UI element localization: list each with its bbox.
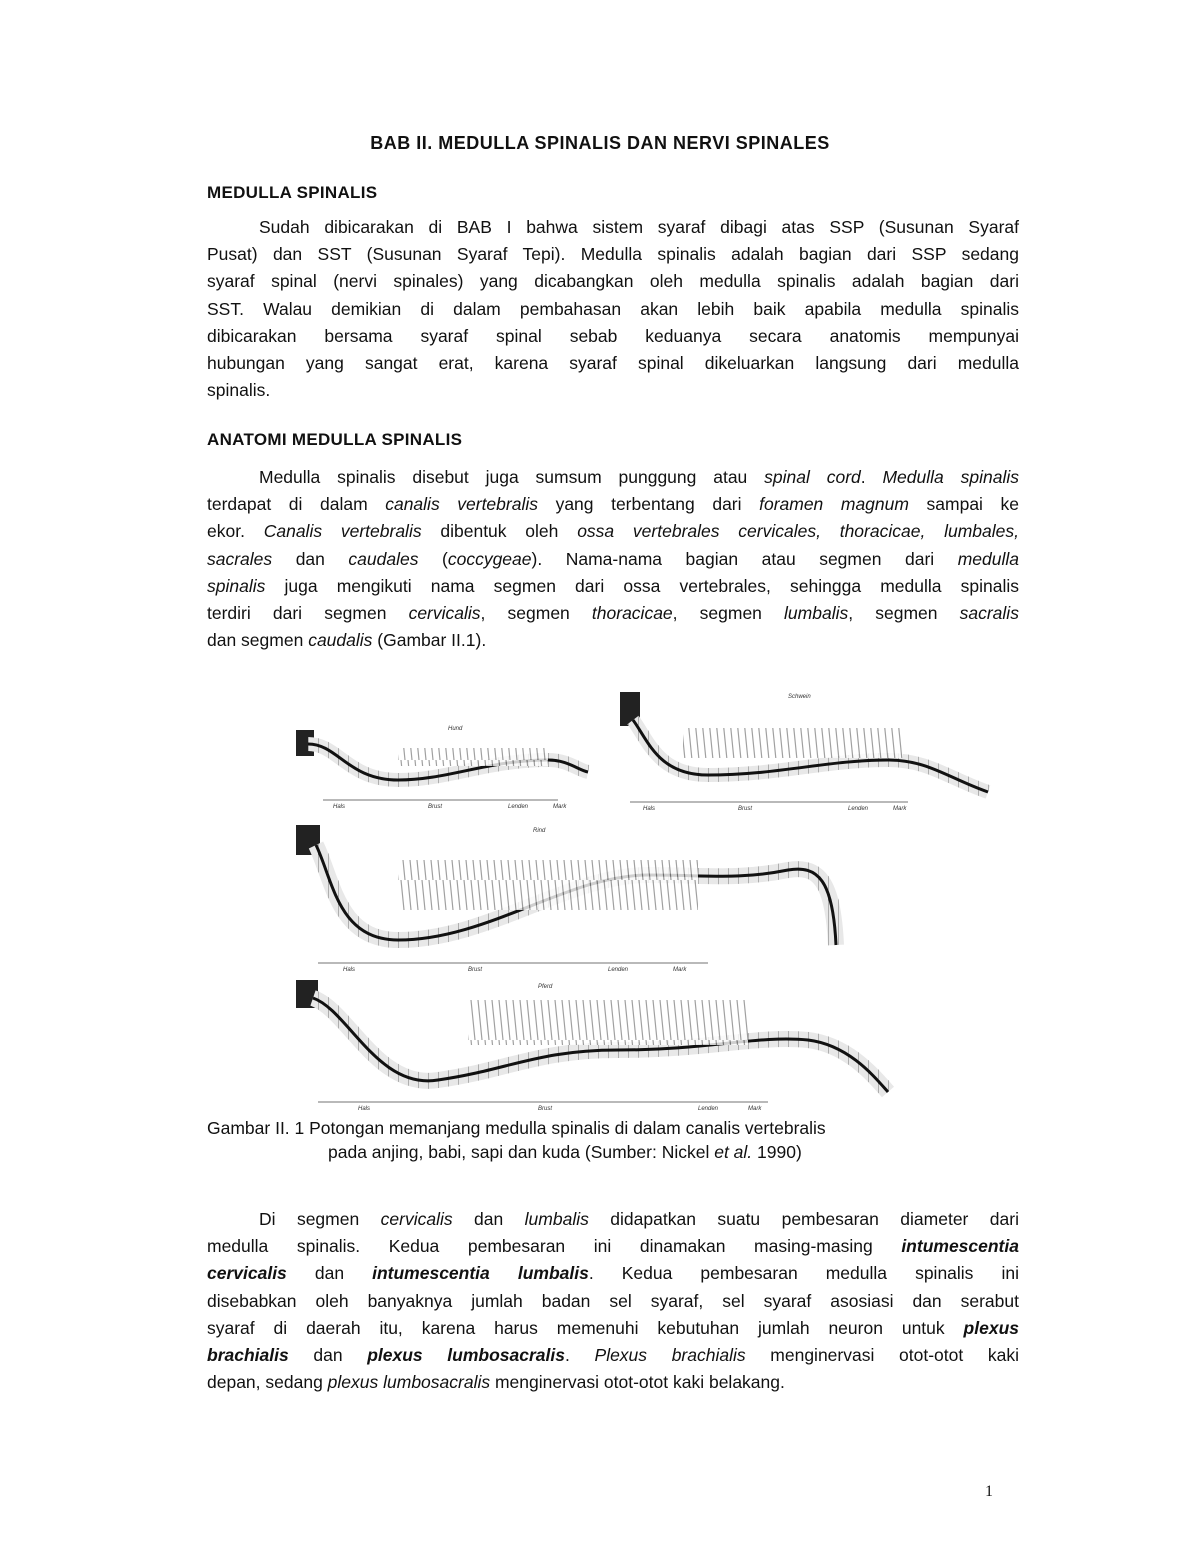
pig-ribs bbox=[683, 728, 903, 758]
paragraph-line: disebabkan oleh banyaknya jumlah badan sel syaraf, sel syaraf asosiasi dan serabut bbox=[207, 1290, 1019, 1311]
figure-caption-line1: Gambar II. 1 Potongan memanjang medulla spinalis di dalam canalis vertebralis bbox=[207, 1118, 826, 1138]
paragraph-line: ekor. Canalis vertebralis dibentuk oleh ossa vertebrales cervicales, thoracicae, lumbales, bbox=[207, 521, 1019, 542]
segment-label: Hals bbox=[343, 967, 356, 973]
segment-label: Hals bbox=[333, 804, 346, 810]
pig-label: Schwein bbox=[788, 694, 811, 700]
paragraph-line: Sudah dibicarakan di BAB I bahwa sistem syaraf dibagi atas SSP (Susunan Syaraf bbox=[259, 217, 1019, 237]
dog-label: Hund bbox=[448, 726, 463, 732]
dog-spine-diagram bbox=[296, 726, 588, 810]
figure-caption-line2: pada anjing, babi, sapi dan kuda (Sumber: Nickel et al. 1990) bbox=[328, 1142, 802, 1162]
segment-label: Hals bbox=[643, 806, 656, 812]
segment-label: Brust bbox=[538, 1106, 553, 1112]
segment-label: Mark bbox=[748, 1106, 762, 1112]
paragraph-intumescentia bbox=[207, 1206, 1019, 1396]
segment-label: Lenden bbox=[508, 804, 529, 810]
paragraph-intro bbox=[207, 214, 1019, 404]
horse-ribs bbox=[468, 1000, 748, 1045]
paragraph-line: sacrales dan caudales (coccygeae). Nama-nama bagian atau segmen dari medulla bbox=[207, 548, 1019, 569]
horse-spine-diagram bbox=[296, 980, 888, 1112]
paragraph-line: terdapat di dalam canalis vertebralis yang terbentang dari foramen magnum sampai ke bbox=[207, 494, 1019, 515]
cow-label: Rind bbox=[533, 828, 546, 834]
page-number: 1 bbox=[985, 1483, 993, 1500]
spinal-cord-figure bbox=[288, 680, 994, 1115]
paragraph-line: dibicarakan bersama syaraf spinal sebab keduanya secara anatomis mempunyai bbox=[207, 325, 1019, 346]
paragraph-line: syaraf spinal (nervi spinales) yang dicabangkan oleh medulla spinalis adalah bagian dari bbox=[207, 271, 1019, 292]
segment-label: Lenden bbox=[698, 1106, 719, 1112]
paragraph-line: syaraf di daerah itu, karena harus memenuhi kebutuhan jumlah neuron untuk plexus bbox=[207, 1317, 1019, 1338]
paragraph-anatomi bbox=[207, 464, 1019, 654]
paragraph-line: spinalis. bbox=[207, 380, 271, 401]
segment-label: Mark bbox=[553, 804, 567, 810]
segment-label: Hals bbox=[358, 1106, 371, 1112]
cow-ribs bbox=[398, 860, 698, 910]
segment-label: Brust bbox=[468, 967, 483, 973]
chapter-title: BAB II. MEDULLA SPINALIS DAN NERVI SPINALES bbox=[370, 133, 830, 153]
segment-label: Lenden bbox=[848, 806, 869, 812]
paragraph-line: spinalis juga mengikuti nama segmen dari ossa vertebrales, sehingga medulla spinalis bbox=[207, 575, 1019, 596]
segment-label: Lenden bbox=[608, 967, 629, 973]
paragraph-line: dan segmen caudalis (Gambar II.1). bbox=[207, 630, 487, 651]
paragraph-line: hubungan yang sangat erat, karena syaraf spinal dikeluarkan langsung dari medulla bbox=[207, 352, 1019, 373]
paragraph-line: Di segmen cervicalis dan lumbalis didapatkan suatu pembesaran diameter dari bbox=[259, 1209, 1019, 1229]
segment-label: Brust bbox=[738, 806, 753, 812]
segment-label: Brust bbox=[428, 804, 443, 810]
paragraph-line: SST. Walau demikian di dalam pembahasan akan lebih baik apabila medulla spinalis bbox=[207, 298, 1019, 319]
paragraph-line: depan, sedang plexus lumbosacralis menginervasi otot-otot kaki belakang. bbox=[207, 1372, 785, 1393]
section-heading-medulla-spinalis: MEDULLA SPINALIS bbox=[207, 183, 378, 202]
paragraph-line: cervicalis dan intumescentia lumbalis. Kedua pembesaran medulla spinalis ini bbox=[207, 1263, 1019, 1284]
segment-label: Mark bbox=[673, 967, 687, 973]
paragraph-line: medulla spinalis. Kedua pembesaran ini dinamakan masing-masing intumescentia bbox=[207, 1236, 1019, 1257]
paragraph-line: Pusat) dan SST (Susunan Syaraf Tepi). Medulla spinalis adalah bagian dari SSP sedang bbox=[207, 244, 1019, 265]
section-heading-anatomi: ANATOMI MEDULLA SPINALIS bbox=[207, 430, 463, 449]
segment-label: Mark bbox=[893, 806, 907, 812]
pig-spine-diagram bbox=[620, 692, 988, 812]
paragraph-line: terdiri dari segmen cervicalis, segmen thoracicae, segmen lumbalis, segmen sacralis bbox=[207, 602, 1019, 623]
paragraph-line: Medulla spinalis disebut juga sumsum punggung atau spinal cord. Medulla spinalis bbox=[259, 467, 1019, 487]
horse-label: Pferd bbox=[538, 984, 553, 990]
cow-spine-diagram bbox=[296, 825, 836, 973]
paragraph-line: brachialis dan plexus lumbosacralis. Plexus brachialis menginervasi otot-otot kaki bbox=[207, 1344, 1019, 1365]
dog-ribs bbox=[398, 748, 548, 766]
